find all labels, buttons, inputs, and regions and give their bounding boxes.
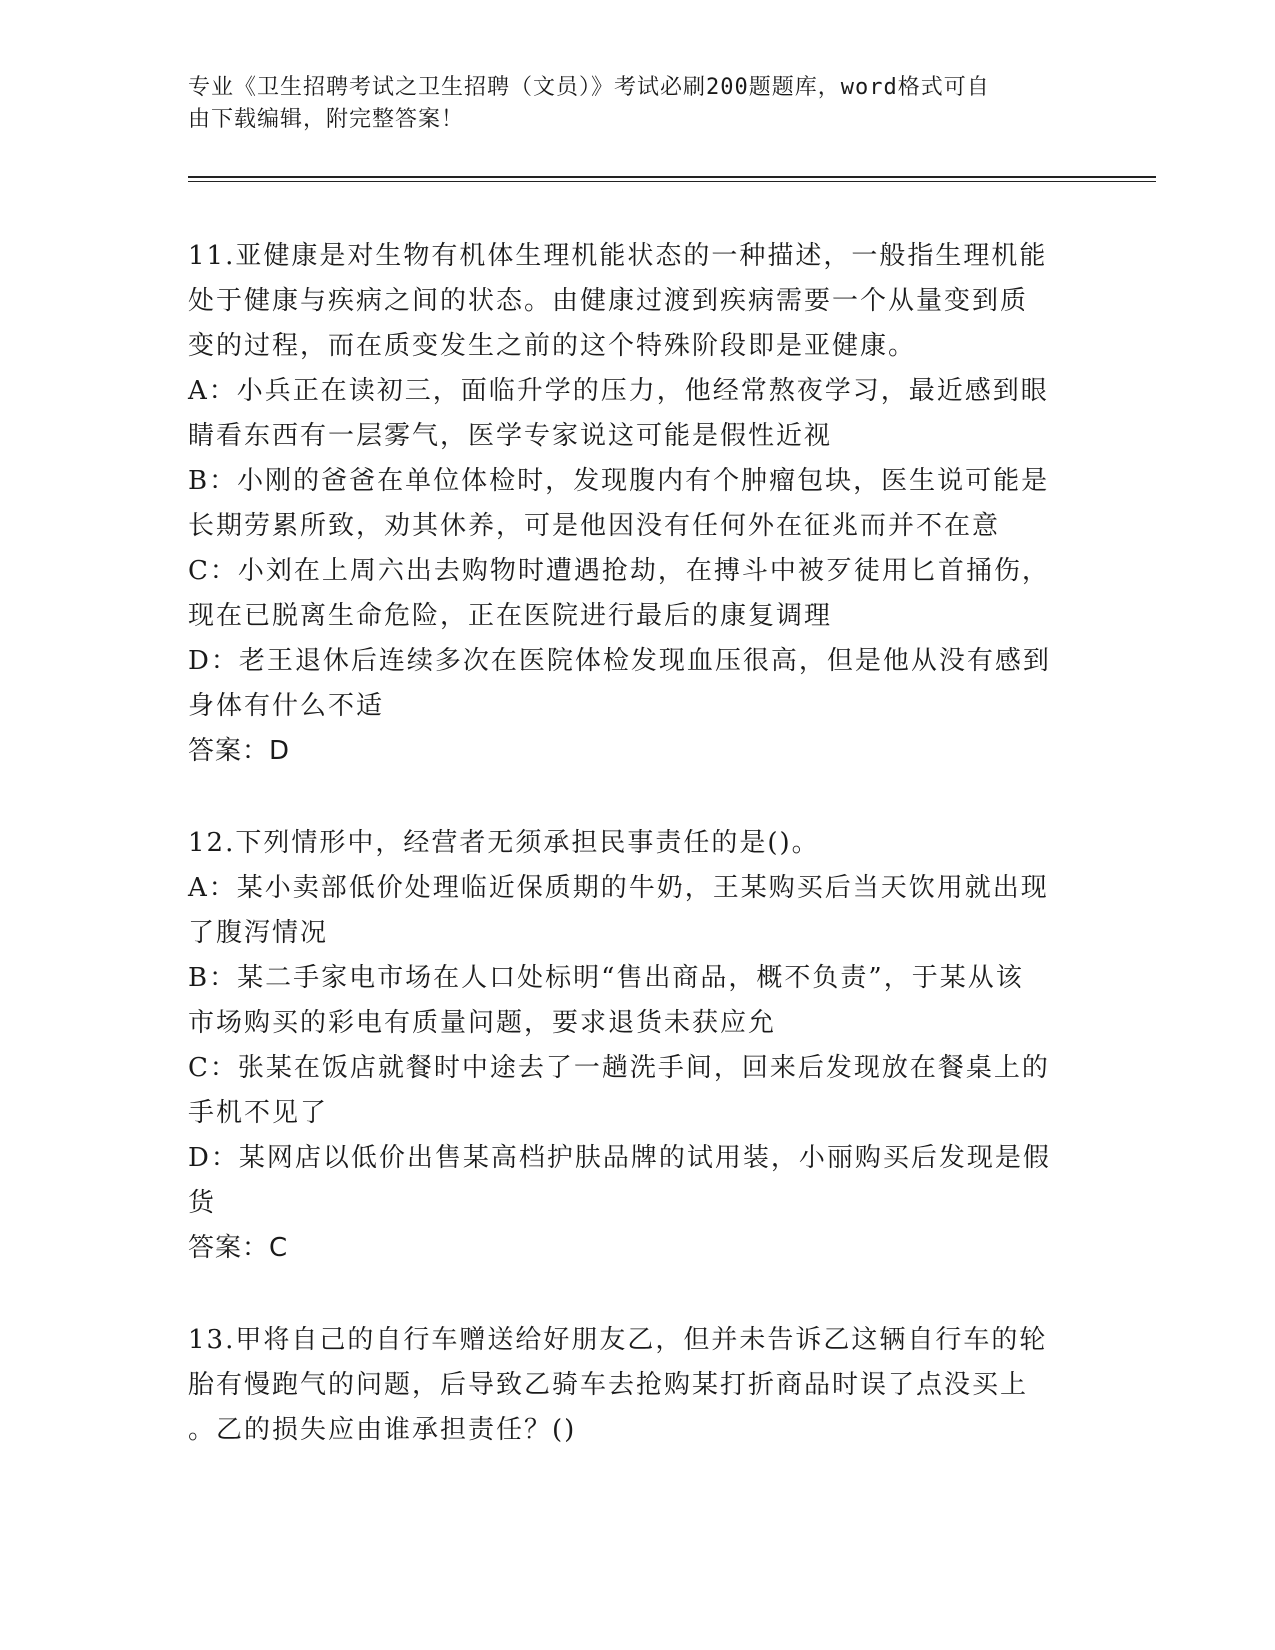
option-d-cont: 身体有什么不适 xyxy=(188,691,385,721)
question-stem-line: 11.亚健康是对生物有机体生理机能状态的一种描述，一般指生理机能 xyxy=(188,241,1048,271)
header-line: 专业《卫生招聘考试之卫生招聘（文员）》考试必刷200题题库，word格式可自 xyxy=(188,75,990,100)
option-d: D：老王退休后连续多次在医院体检发现血压很高，但是他从没有感到 xyxy=(188,646,1051,676)
option-c: C：张某在饭店就餐时中途去了一趟洗手间，回来后发现放在餐桌上的 xyxy=(188,1053,1050,1083)
question-stem-line: 12.下列情形中，经营者无须承担民事责任的是()。 xyxy=(188,828,820,858)
option-b-cont: 长期劳累所致，劝其休养，可是他因没有任何外在征兆而并不在意 xyxy=(188,511,1001,541)
question-item xyxy=(188,234,1078,774)
question-stem-line: 。乙的损失应由谁承担责任？() xyxy=(188,1415,577,1445)
option-b: B：小刚的爸爸在单位体检时，发现腹内有个肿瘤包块，医生说可能是 xyxy=(188,466,1050,496)
option-a-cont: 睛看东西有一层雾气，医学专家说这可能是假性近视 xyxy=(188,421,833,451)
option-a: A：小兵正在读初三，面临升学的压力，他经常熬夜学习，最近感到眼 xyxy=(188,376,1049,406)
option-b: B：某二手家电市场在人口处标明“售出商品，概不负责”，于某从该 xyxy=(188,963,1024,993)
option-c-cont: 现在已脱离生命危险，正在医院进行最后的康复调理 xyxy=(188,601,833,631)
question-stem-line: 13.甲将自己的自行车赠送给好朋友乙，但并未告诉乙这辆自行车的轮 xyxy=(188,1325,1048,1355)
question-item xyxy=(188,821,1078,1271)
header-divider xyxy=(188,176,1156,178)
header-divider-thin xyxy=(188,181,1156,182)
option-a-cont: 了腹泻情况 xyxy=(188,918,329,948)
option-d: D：某网店以低价出售某高档护肤品牌的试用装，小丽购买后发现是假 xyxy=(188,1143,1051,1173)
question-stem-line: 处于健康与疾病之间的状态。由健康过渡到疾病需要一个从量变到质 xyxy=(188,286,1029,316)
question-stem-line: 变的过程，而在质变发生之前的这个特殊阶段即是亚健康。 xyxy=(188,331,917,361)
option-b-cont: 市场购买的彩电有质量问题，要求退货未获应允 xyxy=(188,1008,777,1038)
answer-label: 答案：D xyxy=(188,736,291,766)
option-d-cont: 货 xyxy=(188,1188,217,1218)
document-header xyxy=(188,72,1078,136)
option-a: A：某小卖部低价处理临近保质期的牛奶，王某购买后当天饮用就出现 xyxy=(188,873,1049,903)
option-c-cont: 手机不见了 xyxy=(188,1098,329,1128)
option-c: C：小刘在上周六出去购物时遭遇抢劫，在搏斗中被歹徒用匕首捅伤， xyxy=(188,556,1050,586)
answer-label: 答案：C xyxy=(188,1233,289,1263)
question-stem-line: 胎有慢跑气的问题，后导致乙骑车去抢购某打折商品时误了点没买上 xyxy=(188,1370,1029,1400)
question-item xyxy=(188,1318,1078,1453)
header-line: 由下载编辑，附完整答案！ xyxy=(188,107,465,132)
question-list xyxy=(188,234,1078,1500)
